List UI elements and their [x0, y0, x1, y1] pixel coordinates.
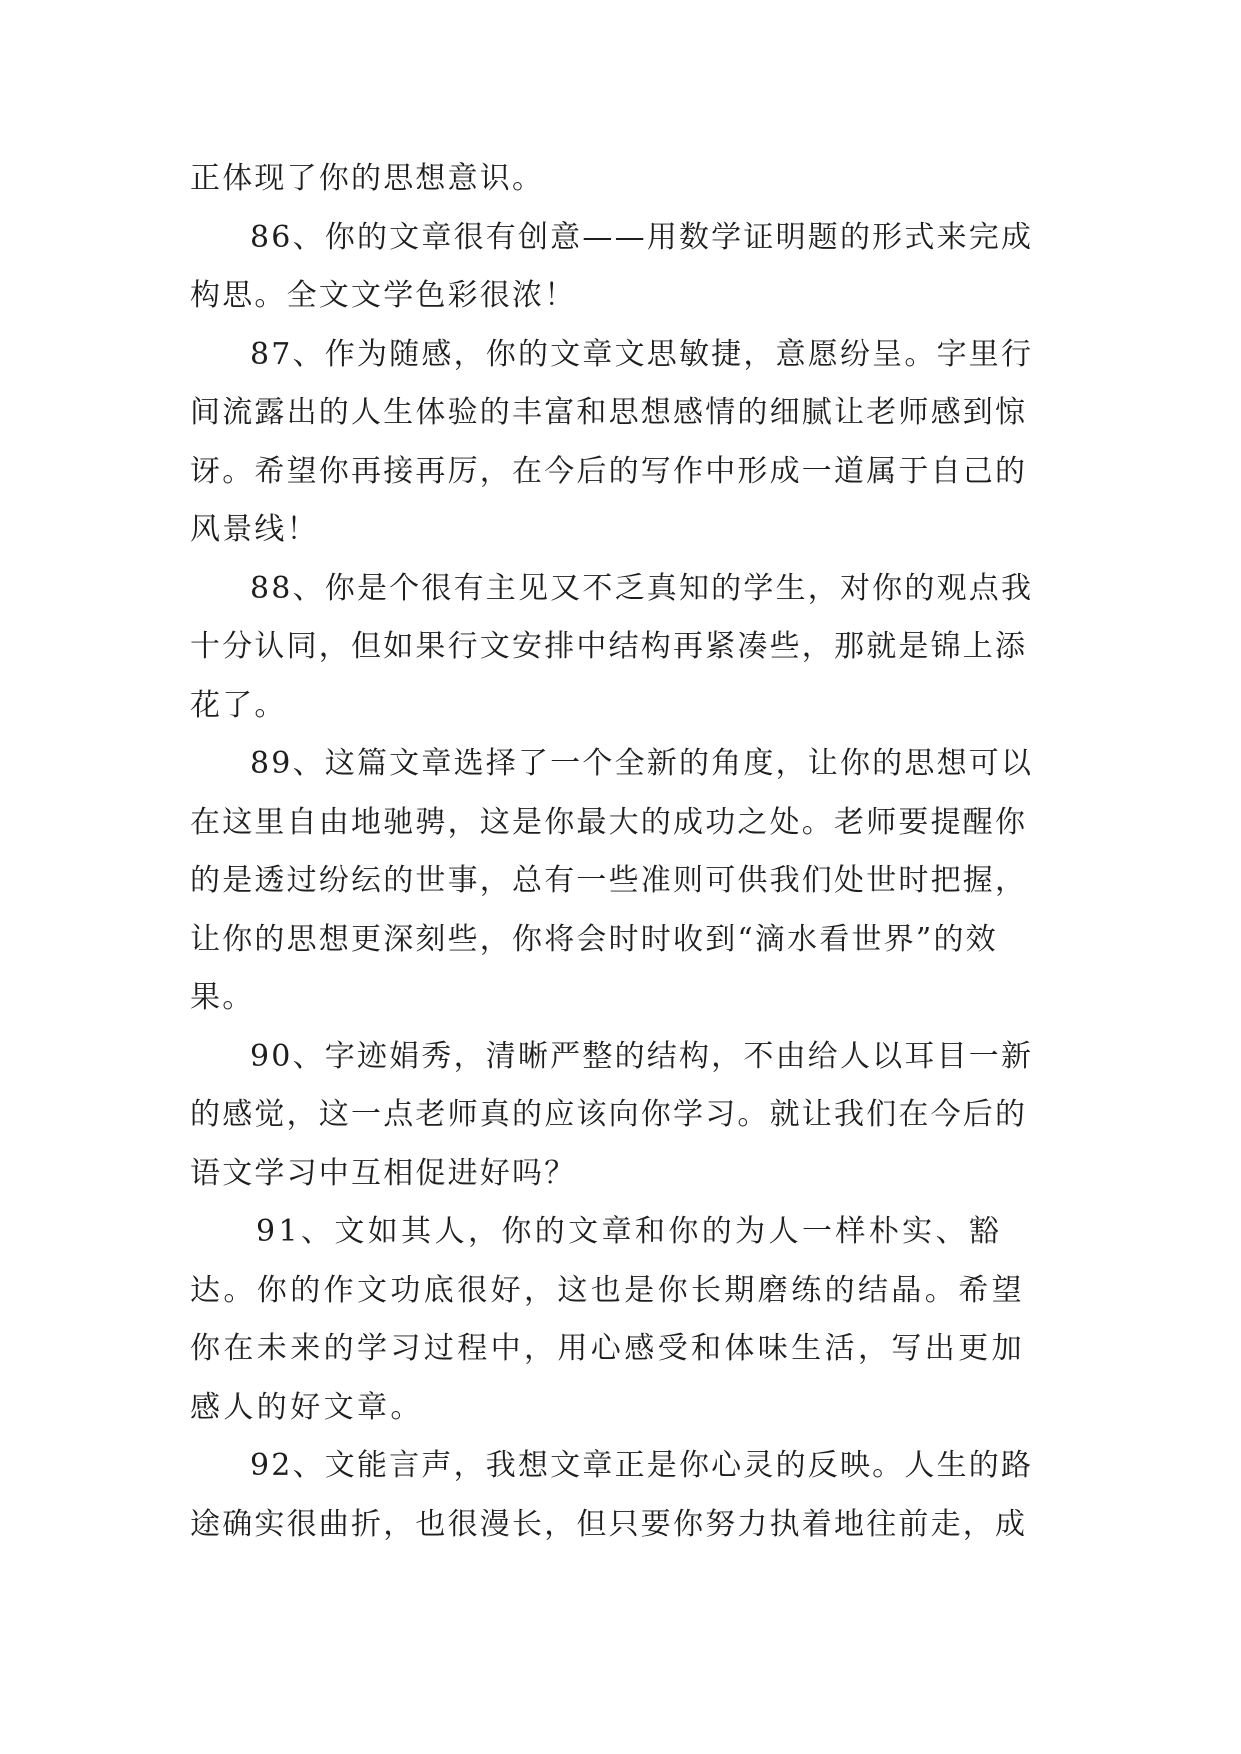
document-body	[190, 150, 1050, 1554]
paragraph-91: 91、文如其人，你的文章和你的为人一样朴实、豁达。你的作文功底很好，这也是你长期磨练的结晶。希望你在未来的学习过程中，用心感受和体味生活，写出更加感人的好文章。	[190, 1214, 1025, 1425]
paragraph-continuation: 正体现了你的思想意识。	[190, 161, 545, 196]
paragraph-89: 89、这篇文章选择了一个全新的角度，让你的思想可以在这里自由地驰骋，这是你最大的成功之处。老师要提醒你的是透过纷纭的世事，总有一些准则可供我们处世时把握，让你的思想更深刻些，你将会时时收到“滴水看世界”的效果。	[190, 746, 1034, 1015]
paragraph-92: 92、文能言声，我想文章正是你心灵的反映。人生的路途确实很曲折，也很漫长，但只要你努力执着地往前走，成	[190, 1448, 1034, 1542]
paragraph-88: 88、你是个很有主见又不乏真知的学生，对你的观点我十分认同，但如果行文安排中结构再紧凑些，那就是锦上添花了。	[190, 570, 1034, 723]
paragraph-86: 86、你的文章很有创意——用数学证明题的形式来完成构思。全文文学色彩很浓！	[190, 219, 1034, 313]
paragraph-90: 90、字迹娟秀，清晰严整的结构，不由给人以耳目一新的感觉，这一点老师真的应该向你学习。就让我们在今后的语文学习中互相促进好吗？	[190, 1038, 1034, 1191]
paragraph-87: 87、作为随感，你的文章文思敏捷，意愿纷呈。字里行间流露出的人生体验的丰富和思想感情的细腻让老师感到惊讶。希望你再接再厉，在今后的写作中形成一道属于自己的风景线！	[190, 336, 1034, 547]
